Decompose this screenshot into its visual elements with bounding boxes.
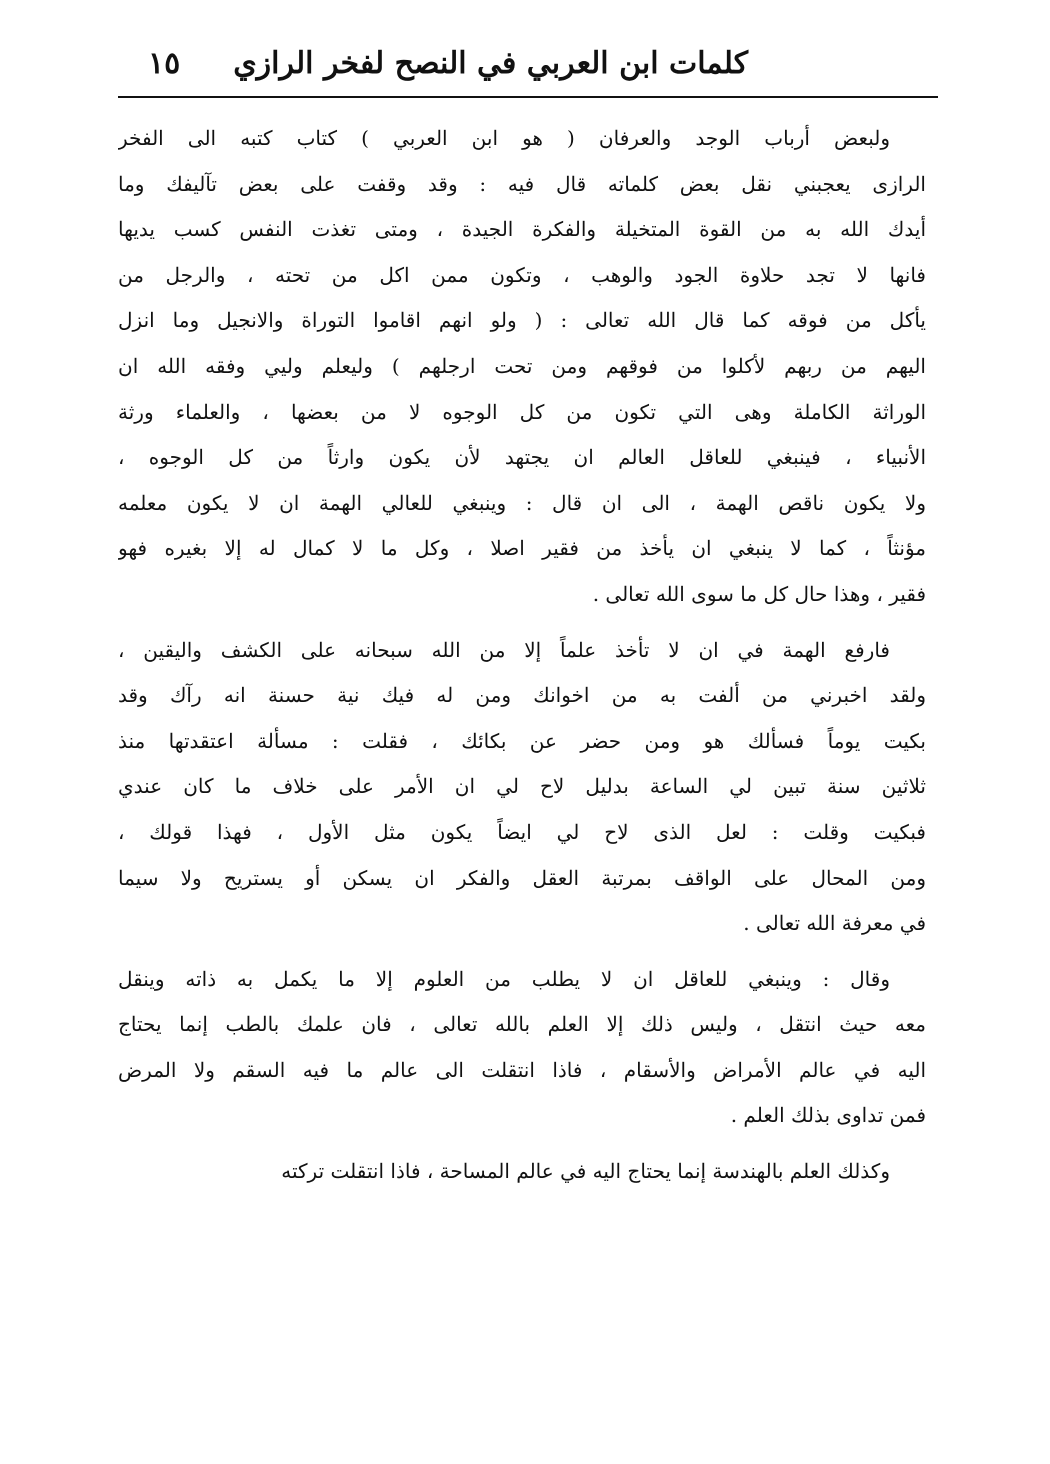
- text-line: الرازى يعجبني نقل بعض كلماته قال فيه : وقد وقفت على بعض تآليفك وما: [118, 171, 926, 196]
- running-header: [118, 40, 938, 96]
- text-line: ولقد اخبرني من ألفت به من اخوانك ومن له فيك نية حسنة انه رآك وقد: [118, 683, 926, 708]
- page-number: ١٥: [148, 46, 181, 81]
- text-line: بكيت يوماً فسألك هو ومن حضر عن بكائك ، فقلت : مسألة اعتقدتها منذ: [118, 728, 926, 753]
- paragraph-2: [118, 628, 926, 947]
- text-line: في معرفة الله تعالى .: [743, 911, 926, 936]
- text-line: ولا يكون ناقص الهمة ، الى ان قال : وينبغي للعالي الهمة ان لا يكون معلمه: [118, 490, 926, 515]
- paragraph-1: [118, 116, 926, 618]
- text-line: اليه في عالم الأمراض والأسقام ، فاذا انتقلت الى عالم ما فيه السقم ولا المرض: [118, 1057, 926, 1082]
- header-rule: [118, 96, 938, 98]
- text-line: ثلاثين سنة تبين لي الساعة بدليل لاح لي ان الأمر على خلاف ما كان عندي: [118, 774, 926, 799]
- text-line: فانها لا تجد حلاوة الجود والوهب ، وتكون ممن اكل من تحته ، والرجل من: [118, 262, 926, 287]
- text-line: يأكل من فوقه كما قال الله تعالى : ( ولو انهم اقاموا التوراة والانجيل وما انزل: [118, 308, 926, 333]
- paragraph-3: [118, 957, 926, 1139]
- page-body: [118, 116, 926, 1195]
- text-line: مؤنثاً ، كما لا ينبغي ان يأخذ من فقير اصلا ، وكل ما لا كمال له إلا بغيره فهو: [118, 536, 926, 561]
- text-line: الأنبياء ، فينبغي للعاقل العالم ان يجتهد لأن يكون وارثاً من كل الوجوه ،: [118, 445, 926, 470]
- text-line: فقير ، وهذا حال كل ما سوى الله تعالى .: [592, 581, 926, 606]
- text-line: فمن تداوى بذلك العلم .: [730, 1103, 926, 1128]
- text-line: وكذلك العلم بالهندسة إنما يحتاج اليه في عالم المساحة ، فاذا انتقلت تركته: [281, 1159, 890, 1184]
- text-line: ومن المحال على الواقف بمرتبة العقل والفكر ان يسكن أو يستريح ولا سيما: [118, 865, 926, 890]
- text-line: فارفع الهمة في ان لا تأخذ علماً إلا من الله سبحانه على الكشف واليقين ،: [118, 637, 890, 662]
- text-line: أيدك الله به من القوة المتخيلة والفكرة الجيدة ، ومتى تغذت النفس كسب يديها: [118, 217, 926, 242]
- text-line: معه حيث انتقل ، وليس ذلك إلا العلم بالله تعالى ، فان علمك بالطب إنما يحتاج: [118, 1012, 926, 1037]
- text-line: وقال : وينبغي للعاقل ان لا يطلب من العلوم إلا ما يكمل به ذاته وينقل: [118, 966, 890, 991]
- paragraph-4: [118, 1149, 926, 1195]
- text-line: فبكيت وقلت : لعل الذى لاح لي ايضاً يكون مثل الأول ، فهذا قولك ،: [118, 819, 926, 844]
- header-title: كلمات ابن العربي في النصح لفخر الرازي: [233, 46, 748, 81]
- text-line: ولبعض أرباب الوجد والعرفان ( هو ابن العربي ) كتاب كتبه الى الفخر: [118, 126, 890, 150]
- text-line: اليهم من ربهم لأكلوا من فوقهم ومن تحت ارجلهم ) وليعلم وليي وفقه الله ان: [118, 353, 926, 378]
- text-line: الوراثة الكاملة وهى التي تكون من كل الوجوه لا من بعضها ، والعلماء ورثة: [118, 399, 926, 424]
